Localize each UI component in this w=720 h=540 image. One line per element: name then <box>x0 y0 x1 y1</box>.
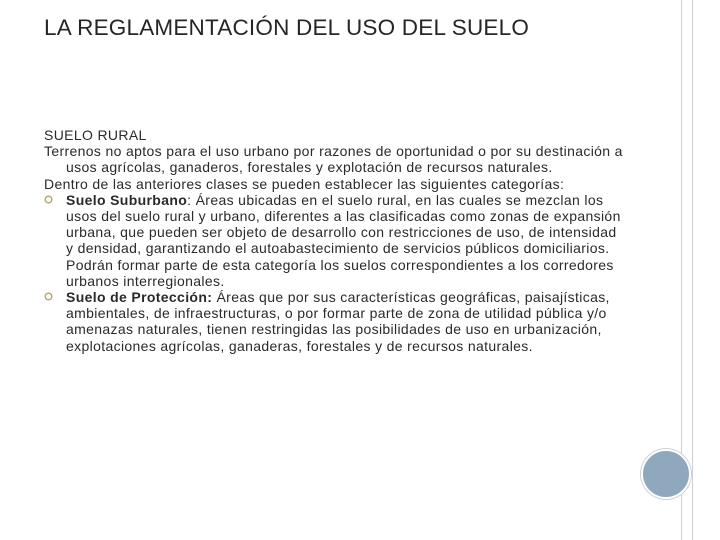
decorative-circle <box>641 449 691 499</box>
hollow-circle-bullet-icon <box>44 195 53 204</box>
hollow-circle-bullet-icon <box>44 292 53 301</box>
bullet-item-suburbano <box>44 192 624 289</box>
bullet-item-proteccion <box>44 289 624 354</box>
slide-body <box>44 127 624 354</box>
section-heading: SUELO RURAL <box>44 127 147 143</box>
paragraph-categories-intro: Dentro de las anteriores clases se pueden establecer las siguientes categorías: <box>44 175 565 192</box>
bullet-text-suburbano: : Áreas ubicadas en el suelo rural, en las cuales se mezclan los usos del suelo rural y urbano, diferentes a las clasificadas como zonas de expansión urbana, que pueden ser objeto de desarrollo con restricciones de uso, de intensidad y densidad, garantizando el autoabastecimiento de servicios públicos domiciliarios. Podrán formar parte de esta categoría los suelos correspondientes a los corredores urbanos interregionales. <box>66 191 621 289</box>
bullet-text-proteccion: Áreas que por sus características geográficas, paisajísticas, ambientales, de infraestructuras, o por formar parte de zona de utilidad pública y/o amenazas naturales, tienen restringidas las posibilidades de uso en urbanización, explotaciones agrícolas, ganaderas, forestales y de recursos naturales. <box>66 289 610 354</box>
bullet-term-suburbano: Suelo Suburbano <box>66 191 188 208</box>
paragraph-definition: Terrenos no aptos para el uso urbano por razones de oportunidad o por su destinación a usos agrícolas, ganaderos, forestales y explotación de recursos naturales. <box>44 143 623 176</box>
slide-title: LA REGLAMENTACIÓN DEL USO DEL SUELO <box>44 15 530 40</box>
slide-border-line-right <box>692 0 693 540</box>
bullet-term-proteccion: Suelo de Protección: <box>66 289 213 306</box>
